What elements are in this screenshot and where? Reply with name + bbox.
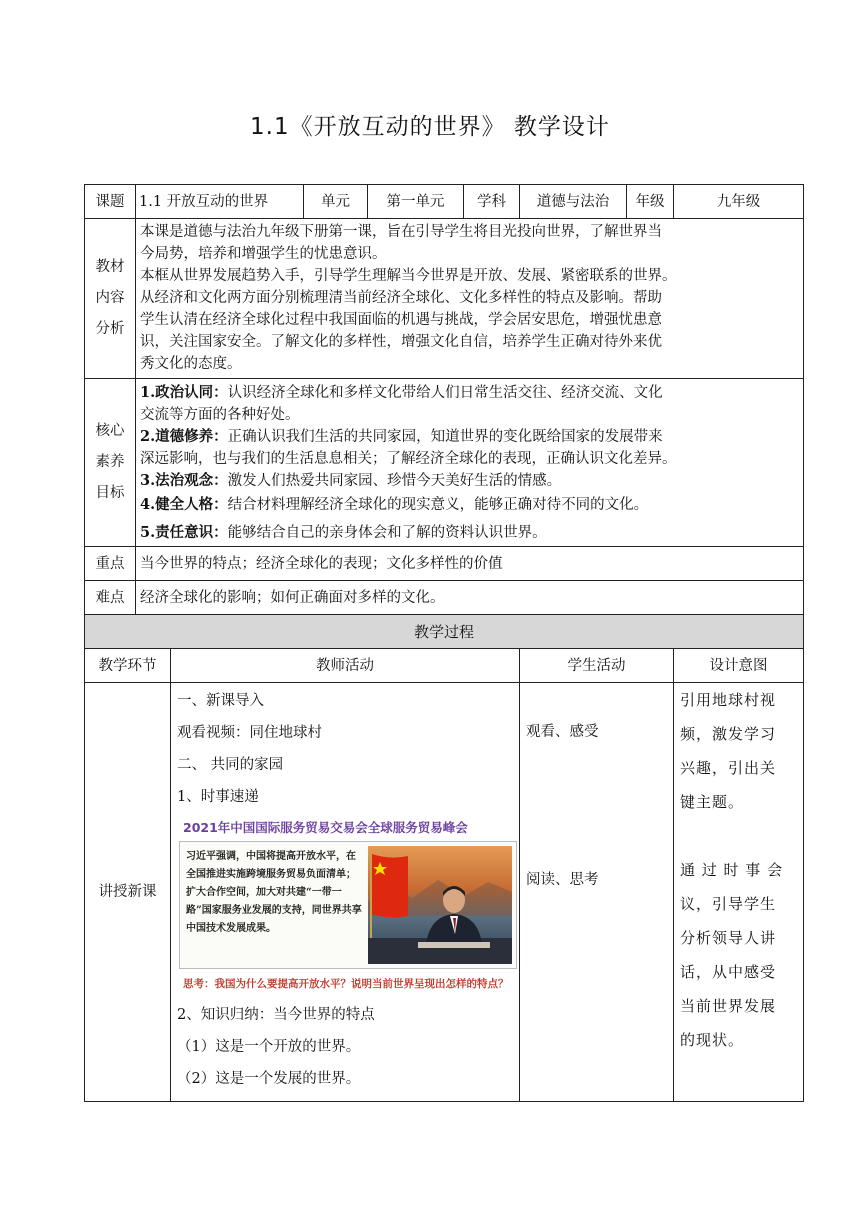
- process-row: [85, 683, 804, 1102]
- col-student: 学生活动: [520, 649, 674, 683]
- subject-label: 学科: [464, 185, 520, 219]
- student-line: 阅读、思考: [526, 872, 599, 888]
- difficult-value: 经济全球化的影响；如何正确面对多样的文化。: [136, 581, 804, 615]
- teacher-activity: [171, 683, 520, 1102]
- col-stage: 教学环节: [85, 649, 171, 683]
- design-intent: 引用地球村视 频，激发学习 兴趣，引出关 键主题。 通 过 时 事 会 议，引导学生 分析领导人讲 话，从中感受 当前世界发展 的现状。: [674, 683, 804, 1102]
- speaker-photo: [368, 846, 512, 964]
- teacher-line: 二、 共同的家园: [177, 757, 284, 773]
- topic-label: 课题: [85, 185, 136, 219]
- goal-responsibility: 5.责任意识：能够结合自己的亲身体会和了解的资料认识世界。: [140, 523, 547, 541]
- teacher-line: 2、知识归纳：当今世界的特点: [177, 1007, 375, 1023]
- flag-and-speaker-icon: [368, 846, 512, 964]
- slide-title: 2021年中国国际服务贸易交易会全球服务贸易峰会: [183, 820, 468, 835]
- goal-moral: 2.道德修养：正确认识我们生活的共同家园，知道世界的变化既给国家的发展带来: [140, 427, 663, 445]
- col-teacher: 教师活动: [171, 649, 520, 683]
- topic-value: 1.1 开放互动的世界: [136, 185, 304, 219]
- news-slide-image: [179, 819, 519, 995]
- teacher-line: 一、新课导入: [177, 693, 264, 709]
- document-title: 1.1《开放互动的世界》 教学设计: [250, 114, 610, 140]
- teacher-line: 观看视频：同住地球村: [177, 725, 322, 741]
- unit-value: 第一单元: [367, 185, 463, 219]
- stage-value: 讲授新课: [85, 683, 171, 1102]
- header-row: [85, 185, 804, 219]
- key-value: 当今世界的特点；经济全球化的表现；文化多样性的价值: [136, 547, 804, 581]
- lesson-table: [84, 184, 804, 1102]
- grade-label: 年级: [627, 185, 674, 219]
- slide-question: 思考：我国为什么要提高开放水平？说明当前世界呈现出怎样的特点？: [183, 978, 509, 990]
- key-row: [85, 547, 804, 581]
- core-label: 核心 素养 目标: [85, 379, 136, 547]
- unit-label: 单元: [304, 185, 368, 219]
- goal-political: 1.政治认同：认识经济全球化和多样文化带给人们日常生活交往、经济交流、文化: [140, 383, 663, 401]
- teacher-line: 1、时事速递: [177, 789, 259, 805]
- analysis-text: 本课是道德与法治九年级下册第一课，旨在引导学生将目光投向世界，了解世界当 今局势，培养和增强学生的忧患意识。 本框从世界发展趋势入手，引导学生理解当今世界是开放、发展、紧密联系的世界。 从经济和文化两方面分别梳理清当前经济全球化、文化多样性的特点及影响。帮助 学生认清在经济全球化过程中我国面临的机遇与挑战，学会居安思危，增强忧患意 识，关注国家安全。了解文化的多样性，增强文化自信，培养学生正确对待外来优 秀文化的态度。: [136, 219, 804, 379]
- analysis-label: 教材 内容 分析: [85, 219, 136, 379]
- grade-value: 九年级: [674, 185, 804, 219]
- teacher-line: （1）这是一个开放的世界。: [177, 1039, 361, 1055]
- core-goals: 1.政治认同：认识经济全球化和多样文化带给人们日常生活交往、经济交流、文化 交流等方面的各种好处。 2.道德修养：正确认识我们生活的共同家园，知道世界的变化既给国家的发展带来 深远影响，也与我们的生活息息相关；了解经济全球化的表现，正确认识文化差异。 3.法治观念：激发人们热爱共同家园、珍惜今天美好生活的情感。 4.健全人格：结合材料理解经济全球化的现实意义，能够正确对待不同的文化。 5.责任意识：能够结合自己的亲身体会和了解的资料认识世界。: [136, 379, 804, 547]
- difficult-label: 难点: [85, 581, 136, 615]
- process-columns-row: [85, 649, 804, 683]
- process-heading: 教学过程: [85, 615, 804, 649]
- key-label: 重点: [85, 547, 136, 581]
- slide-text: 习近平强调，中国将提高开放水平，在全国推进实施跨境服务贸易负面清单；扩大合作空间，加大对共建“一带一路”国家服务业发展的支持，同世界共享中国技术发展成果。: [186, 851, 362, 934]
- student-activity: [520, 683, 674, 1102]
- core-row: [85, 379, 804, 547]
- goal-personality: 4.健全人格：结合材料理解经济全球化的现实意义，能够正确对待不同的文化。: [140, 495, 649, 513]
- process-heading-row: [85, 615, 804, 649]
- subject-value: 道德与法治: [520, 185, 627, 219]
- difficult-row: [85, 581, 804, 615]
- analysis-row: [85, 219, 804, 379]
- teacher-line: （2）这是一个发展的世界。: [177, 1071, 361, 1087]
- goal-law: 3.法治观念：激发人们热爱共同家园、珍惜今天美好生活的情感。: [140, 471, 562, 489]
- col-design: 设计意图: [674, 649, 804, 683]
- student-line: 观看、感受: [526, 724, 599, 740]
